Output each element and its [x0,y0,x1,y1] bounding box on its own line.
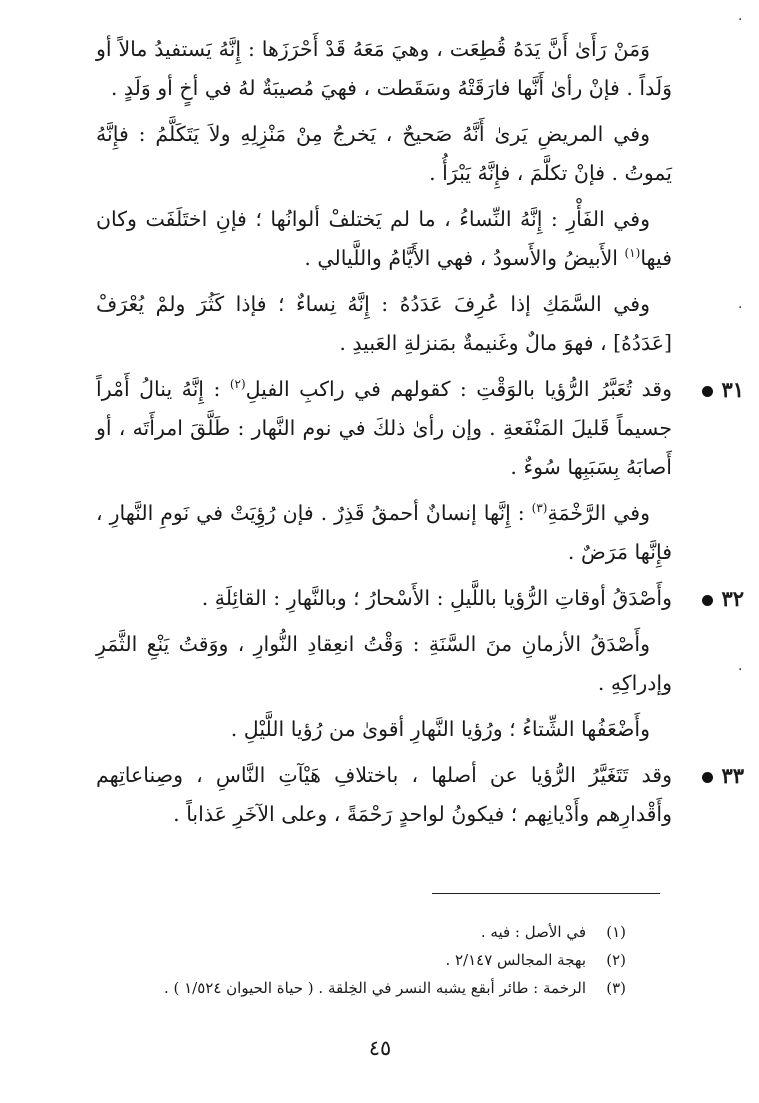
entry-text: وقد تُعَبَّرُ الرُّؤيا بالوَقْتِ : كقولهم في راكبِ الفيلِ [245,377,672,401]
paragraph-seasons: وأَصْدَقُ الأزمانِ منَ السَّنَةِ : وَقْتُ انعِقادِ النُّوارِ ، ووَقتُ يَنْعِ الثَّمَرِ وإدراكِهِ . [96,632,672,695]
paragraph-patient: وفي المريضِ يَرىٰ أَنَّهُ صَحيحٌ ، يَخرجُ مِنْ مَنْزِلِهِ ولاَ يَتَكَلَّمُ : فإِنَّهُ يَموتُ . فإنْ تكلَّمَ ، فإِنَّهُ يَبْرَأُ . [96,122,672,185]
entry-text: وقد تَتَغَيَّرُ الرُّؤيا عن أصلها ، باختلافِ هَيْآتِ النَّاسِ ، وصِناعاتِهم وأَقْدارِهم وأَدْيانِهم ؛ فيكونُ لواحدٍ رَحْمَةً ، وعلى الآخَرِ عَذاباً . [96,763,672,826]
paragraph-fish: وفي السَّمَكِ إذا عُرِفَ عَدَدُهُ : إِنَّهُ نِساءٌ ؛ فإذا كَثُرَ ولمْ يُعْرَفْ [عَدَدُهُ] ، فهوَ مالٌ وغَنيمةٌ بمَنزلةِ العَبيدِ . [96,292,672,355]
footnote-text: الرخمة : طائر أبقع يشبه النسر في الخِلقة . ( حياة الحيوان ١/٥٢٤ ) . [163,979,586,997]
paragraph-mouse [96,200,672,278]
entry-number-marker [702,756,744,795]
entry-number: ٣١ [721,377,744,402]
main-text [96,30,744,841]
footnote-ref-3[interactable]: (٣) [531,501,548,516]
entry-31 [96,370,744,487]
footnote-text: بهجة المجالس ٢/١٤٧ . [445,951,586,969]
entry-33 [96,756,744,834]
entry-number-marker [702,370,744,409]
footnote-2 [96,946,626,974]
bullet-icon [702,772,713,783]
entry-number: ٣٢ [721,586,744,611]
paragraph-text: وفي الرَّخْمَةِ [547,501,650,525]
footnotes [96,918,626,1002]
entry-text: وأَصْدَقُ أوقاتِ الرُّؤيا باللَّيلِ : الأَسْحارُ ؛ وبالنَّهارِ : القائِلَةِ . [201,586,672,610]
footnote-3 [96,974,626,1002]
footnote-text: في الأصل : فيه . [480,923,586,941]
footnote-ref-2[interactable]: (٢) [229,377,246,392]
page-number: ٤٥ [368,1036,392,1060]
entry-number-marker [702,579,744,618]
entry-32 [96,579,744,618]
footnote-divider [432,893,660,894]
margin-mark: · [738,12,743,28]
entry-number: ٣٣ [721,763,744,788]
paragraph-vulture [96,494,672,572]
footnote-number: (٢) [606,951,626,969]
paragraph-text: وفي الفَأْرِ : إِنَّهُ النِّساءُ ، ما لم يَختلفْ ألوانُها ؛ فإنِ اختَلَفَت وكان فيها [96,207,672,270]
bullet-icon [702,386,713,397]
bullet-icon [702,595,713,606]
footnote-number: (٣) [606,979,626,997]
entry-text: : إِنَّهُ ينالُ أَمْراً جسيماً قَليلَ المَنْفَعةِ . وإن رأىٰ ذلكَ في نوم النَّهار : طَلَّقَ امرأَتَه ، أو أَصابَهُ بِسَبَبِها سُوءٌ . [96,377,672,479]
paragraph-winter: وأَضْعَفُها الشِّتاءُ ؛ ورُؤيا النَّهارِ أقوىٰ من رُؤيا اللَّيْلِ . [230,717,650,741]
footnote-1 [96,918,626,946]
paragraph-text: الأَبيضُ والأَسودُ ، فهي الأَيَّامُ واللَّيالي . [304,246,625,270]
paragraph-text: : إِنَّها إنسانٌ أحمقُ قَذِرٌ . فإن رُؤِيَتْ في نَومِ النَّهارِ ، فإِنَّها مَرَضٌ . [96,501,672,564]
margin-mark: · [738,662,743,678]
footnote-number: (١) [606,923,626,941]
margin-mark: · [738,300,743,316]
footnote-ref-1[interactable]: (١) [624,246,641,261]
paragraph-hand: وَمَنْ رَأَىٰ أَنَّ يَدَهُ قُطِعَت ، وهيَ مَعَهُ قَدْ أَحْرَزَها : إِنَّهُ يَستفيدُ مالاً أو وَلَداً . فإنْ رأىٰ أَنَّها فارَقَتْهُ وسَقَطت ، فهيَ مُصيبَةٌ لهُ في أخٍ أو وَلَدٍ . [96,37,672,100]
